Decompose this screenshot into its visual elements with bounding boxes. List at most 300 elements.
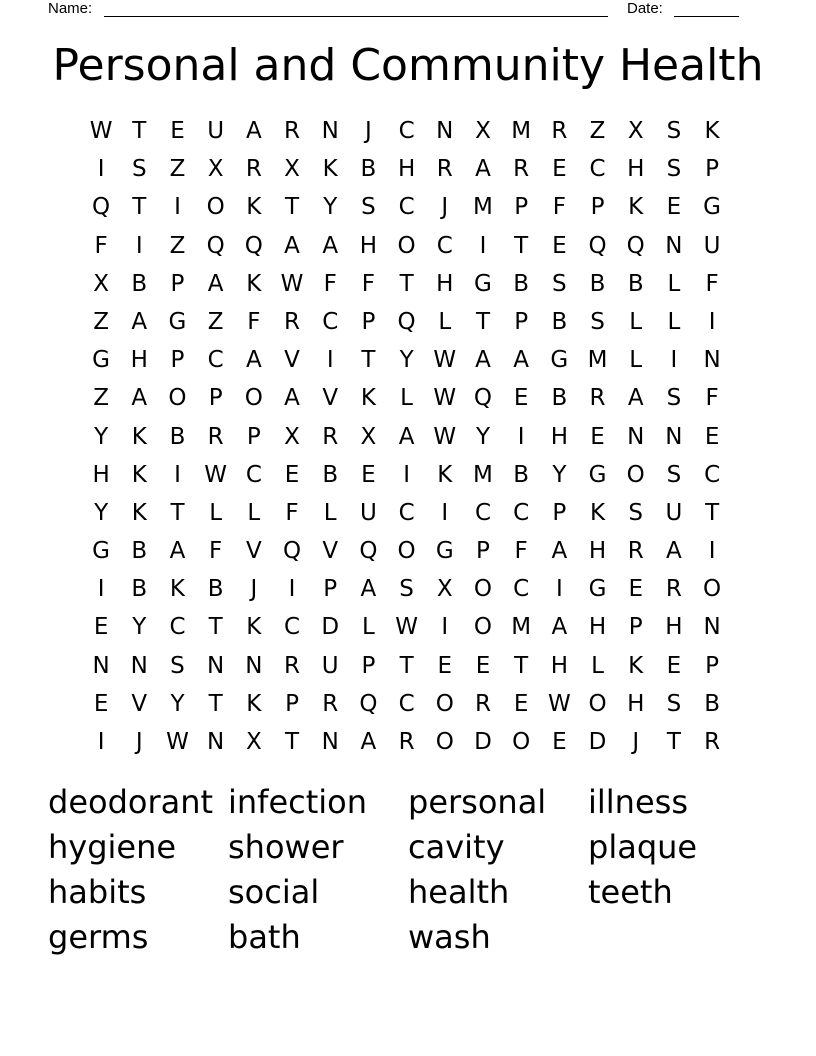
grid-letter[interactable]: T	[208, 614, 223, 641]
grid-letter[interactable]: W	[395, 614, 418, 641]
grid-letter[interactable]: J	[365, 118, 372, 144]
grid-letter[interactable]: K	[628, 652, 644, 679]
grid-letter[interactable]: P	[705, 156, 720, 183]
grid-letter[interactable]: P	[170, 270, 185, 297]
grid-letter[interactable]: E	[666, 194, 682, 221]
grid-letter[interactable]: I	[135, 232, 143, 259]
grid-letter[interactable]: H	[627, 156, 645, 183]
grid-letter[interactable]: Z	[93, 308, 109, 335]
grid-letter[interactable]: T	[514, 652, 529, 679]
grid-letter[interactable]: V	[322, 538, 339, 565]
grid-letter[interactable]: E	[475, 652, 491, 679]
grid-letter[interactable]: F	[514, 538, 528, 565]
grid-letter[interactable]: K	[131, 499, 147, 526]
grid-letter[interactable]: X	[360, 423, 377, 450]
grid-letter[interactable]: T	[208, 690, 223, 717]
grid-letter[interactable]: K	[246, 270, 262, 297]
grid-letter[interactable]: W	[433, 385, 457, 412]
grid-letter[interactable]: V	[322, 385, 339, 412]
grid-letter[interactable]: I	[517, 423, 525, 450]
grid-letter[interactable]: T	[705, 499, 720, 526]
grid-letter[interactable]: I	[708, 308, 716, 335]
grid-letter[interactable]: A	[131, 385, 148, 412]
grid-letter[interactable]: J	[135, 729, 143, 755]
grid-letter[interactable]: Q	[359, 690, 378, 717]
grid-letter[interactable]: G	[588, 576, 607, 603]
grid-letter[interactable]: R	[322, 423, 339, 450]
grid-letter[interactable]: Y	[94, 499, 109, 526]
grid-letter[interactable]: E	[170, 118, 185, 144]
grid-letter[interactable]: O	[168, 385, 187, 412]
date-label: Date:	[627, 0, 663, 17]
grid-letter[interactable]: T	[285, 729, 300, 755]
grid-letter[interactable]: V	[284, 347, 300, 374]
grid-letter[interactable]: B	[131, 270, 148, 297]
grid-letter[interactable]: R	[398, 729, 415, 755]
grid-letter[interactable]: F	[94, 232, 108, 259]
grid-letter[interactable]: B	[589, 270, 606, 297]
grid-letter[interactable]: H	[550, 423, 568, 450]
grid-letter[interactable]: S	[628, 499, 644, 526]
grid-letter[interactable]: N	[703, 614, 721, 641]
word-bank-item: infection	[228, 783, 368, 821]
grid-letter[interactable]: G	[588, 461, 607, 488]
grid-letter[interactable]: B	[207, 576, 224, 603]
grid-letter[interactable]: F	[552, 194, 566, 221]
grid-letter[interactable]: Z	[589, 118, 606, 144]
grid-letter[interactable]: D	[588, 729, 607, 755]
grid-letter[interactable]: I	[403, 461, 410, 488]
grid-letter[interactable]: C	[398, 690, 415, 717]
grid-letter[interactable]: F	[209, 538, 223, 565]
grid-letter[interactable]: B	[551, 385, 568, 412]
grid-letter[interactable]: G	[168, 308, 187, 335]
grid-letter[interactable]: I	[479, 232, 487, 259]
grid-letter[interactable]: H	[397, 156, 416, 183]
grid-letter[interactable]: N	[321, 118, 339, 144]
grid-letter[interactable]: P	[476, 538, 490, 565]
grid-letter[interactable]: R	[704, 729, 721, 755]
grid-letter[interactable]: F	[705, 385, 719, 412]
grid-letter[interactable]: O	[473, 576, 493, 603]
grid-letter[interactable]: G	[703, 194, 721, 221]
grid-letter[interactable]: O	[435, 729, 454, 755]
grid-letter[interactable]: H	[359, 232, 378, 259]
grid-letter[interactable]: L	[629, 308, 643, 335]
grid-letter[interactable]: S	[552, 270, 567, 297]
grid-letter[interactable]: T	[399, 270, 414, 297]
grid-letter[interactable]: P	[323, 576, 338, 603]
grid-letter[interactable]: C	[436, 232, 453, 259]
grid-letter[interactable]: Q	[359, 538, 378, 565]
grid-letter[interactable]: M	[473, 461, 493, 488]
grid-letter[interactable]: S	[361, 194, 376, 221]
name-field[interactable]	[104, 0, 608, 17]
grid-letter[interactable]: A	[551, 614, 568, 641]
grid-letter[interactable]: Q	[473, 385, 493, 412]
grid-letter[interactable]: R	[322, 690, 339, 717]
grid-letter[interactable]: N	[665, 232, 683, 259]
grid-letter[interactable]: Q	[206, 232, 225, 259]
grid-letter[interactable]: R	[207, 423, 224, 450]
grid-letter[interactable]: K	[704, 118, 720, 144]
grid-letter[interactable]: M	[587, 347, 608, 374]
grid-letter[interactable]: S	[666, 690, 682, 717]
grid-letter[interactable]: K	[322, 156, 338, 183]
grid-letter[interactable]: O	[626, 461, 645, 488]
grid-letter[interactable]: C	[398, 499, 415, 526]
grid-letter[interactable]: A	[398, 423, 415, 450]
grid-letter[interactable]: R	[474, 690, 491, 717]
grid-letter[interactable]: E	[513, 690, 529, 717]
grid-letter[interactable]: A	[207, 270, 224, 297]
grid-letter[interactable]: V	[245, 538, 262, 565]
grid-letter[interactable]: Y	[475, 423, 490, 450]
grid-letter[interactable]: G	[474, 270, 492, 297]
grid-letter[interactable]: X	[245, 729, 262, 755]
date-field[interactable]	[674, 0, 739, 17]
grid-letter[interactable]: E	[666, 652, 682, 679]
grid-letter[interactable]: J	[441, 194, 449, 221]
grid-letter[interactable]: X	[436, 576, 453, 603]
grid-letter[interactable]: T	[514, 232, 529, 259]
grid-letter[interactable]: D	[474, 729, 492, 755]
grid-letter[interactable]: I	[97, 576, 105, 603]
grid-letter[interactable]: T	[475, 308, 490, 335]
grid-letter[interactable]: H	[588, 614, 607, 641]
grid-letter[interactable]: S	[170, 652, 185, 679]
grid-letter[interactable]: X	[627, 118, 644, 144]
grid-letter[interactable]: A	[284, 232, 300, 259]
grid-letter[interactable]: C	[207, 347, 224, 374]
grid-letter[interactable]: E	[437, 652, 453, 679]
grid-letter[interactable]: A	[475, 156, 491, 183]
grid-letter[interactable]: W	[433, 423, 457, 450]
grid-letter[interactable]: B	[513, 461, 530, 488]
grid-letter[interactable]: P	[208, 385, 223, 412]
grid-letter[interactable]: N	[703, 347, 721, 374]
grid-letter[interactable]: L	[247, 499, 261, 526]
grid-letter[interactable]: B	[131, 538, 148, 565]
grid-letter[interactable]: T	[132, 194, 147, 221]
grid-letter[interactable]: O	[512, 729, 531, 755]
grid-letter[interactable]: E	[284, 461, 300, 488]
grid-letter[interactable]: T	[666, 729, 681, 755]
grid-letter[interactable]: I	[326, 347, 334, 374]
grid-letter[interactable]: G	[435, 538, 454, 565]
grid-letter[interactable]: A	[131, 308, 148, 335]
grid-letter[interactable]: C	[513, 576, 530, 603]
grid-letter[interactable]: I	[670, 347, 678, 374]
grid-letter[interactable]: E	[93, 614, 109, 641]
grid-letter[interactable]: Q	[588, 232, 607, 259]
grid-letter[interactable]: A	[284, 385, 300, 412]
grid-letter[interactable]: P	[514, 308, 529, 335]
grid-letter[interactable]: I	[708, 538, 716, 565]
grid-letter[interactable]: A	[322, 232, 339, 259]
grid-letter[interactable]: E	[552, 729, 567, 755]
grid-letter[interactable]: E	[93, 690, 109, 717]
grid-letter[interactable]: Z	[93, 385, 109, 412]
grid-letter[interactable]: R	[513, 156, 530, 183]
grid-letter[interactable]: S	[666, 461, 682, 488]
grid-letter[interactable]: A	[245, 347, 262, 374]
grid-letter[interactable]: H	[665, 614, 683, 641]
grid-letter[interactable]: B	[131, 576, 148, 603]
grid-letter[interactable]: B	[627, 270, 644, 297]
grid-letter[interactable]: N	[92, 652, 110, 679]
grid-letter[interactable]: S	[666, 118, 682, 144]
grid-letter[interactable]: E	[361, 461, 376, 488]
grid-letter[interactable]: A	[513, 347, 530, 374]
grid-letter[interactable]: Q	[92, 194, 111, 221]
word-bank-item: wash	[408, 918, 491, 956]
grid-letter[interactable]: V	[131, 690, 148, 717]
grid-letter[interactable]: L	[400, 385, 413, 412]
grid-letter[interactable]: F	[361, 270, 376, 297]
grid-letter[interactable]: A	[627, 385, 644, 412]
grid-letter[interactable]: C	[322, 308, 339, 335]
grid-letter[interactable]: U	[207, 118, 225, 144]
grid-letter[interactable]: N	[321, 729, 339, 755]
grid-letter[interactable]: T	[170, 499, 185, 526]
grid-letter[interactable]: A	[666, 538, 682, 565]
grid-letter[interactable]: N	[207, 729, 225, 755]
grid-letter[interactable]: W	[166, 729, 189, 755]
grid-letter[interactable]: P	[361, 308, 376, 335]
grid-letter[interactable]: C	[169, 614, 186, 641]
grid-letter[interactable]: U	[703, 232, 721, 259]
grid-letter[interactable]: E	[590, 423, 605, 450]
grid-letter[interactable]: W	[433, 347, 457, 374]
grid-letter[interactable]: F	[705, 270, 719, 297]
grid-letter[interactable]: M	[473, 194, 493, 221]
grid-letter[interactable]: W	[204, 461, 228, 488]
grid-letter[interactable]: Y	[94, 423, 109, 450]
grid-letter[interactable]: B	[513, 270, 530, 297]
grid-letter[interactable]: H	[588, 538, 607, 565]
grid-letter[interactable]: L	[591, 652, 604, 679]
grid-letter[interactable]: P	[590, 194, 605, 221]
grid-letter[interactable]: R	[284, 308, 301, 335]
grid-letter[interactable]: X	[475, 118, 491, 144]
grid-letter[interactable]: N	[245, 652, 263, 679]
grid-letter[interactable]: M	[511, 614, 532, 641]
grid-letter[interactable]: B	[551, 308, 568, 335]
grid-letter[interactable]: A	[551, 538, 568, 565]
grid-letter[interactable]: C	[589, 156, 606, 183]
grid-letter[interactable]: C	[245, 461, 262, 488]
grid-letter[interactable]: K	[628, 194, 644, 221]
grid-letter[interactable]: C	[704, 461, 721, 488]
grid-letter[interactable]: D	[321, 614, 340, 641]
grid-letter[interactable]: P	[552, 499, 567, 526]
grid-letter[interactable]: O	[703, 576, 722, 603]
grid-letter[interactable]: N	[627, 423, 645, 450]
grid-letter[interactable]: N	[130, 652, 148, 679]
grid-letter[interactable]: C	[398, 118, 415, 144]
grid-letter[interactable]: K	[246, 690, 262, 717]
grid-letter[interactable]: L	[361, 614, 375, 641]
grid-letter[interactable]: T	[361, 347, 376, 374]
grid-letter[interactable]: W	[547, 690, 571, 717]
grid-letter[interactable]: N	[207, 652, 225, 679]
grid-letter[interactable]: B	[360, 156, 377, 183]
grid-letter[interactable]: G	[92, 347, 110, 374]
grid-letter[interactable]: F	[285, 499, 299, 526]
grid-letter[interactable]: H	[92, 461, 110, 488]
grid-letter[interactable]: E	[704, 423, 720, 450]
grid-letter[interactable]: C	[474, 499, 491, 526]
grid-letter[interactable]: Y	[170, 690, 185, 717]
grid-letter[interactable]: E	[513, 385, 529, 412]
grid-letter[interactable]: E	[628, 576, 643, 603]
grid-letter[interactable]: P	[246, 423, 261, 450]
grid-letter[interactable]: P	[514, 194, 529, 221]
word-bank-item: shower	[228, 828, 344, 866]
grid-letter[interactable]: I	[441, 499, 449, 526]
grid-letter[interactable]: A	[475, 347, 491, 374]
word-search-grid	[82, 112, 732, 761]
grid-letter[interactable]: J	[250, 576, 258, 603]
grid-letter[interactable]: Q	[626, 232, 645, 259]
grid-letter[interactable]: R	[436, 156, 453, 183]
grid-letter[interactable]: R	[284, 118, 301, 144]
grid-letter[interactable]: X	[207, 156, 224, 183]
grid-letter[interactable]: O	[206, 194, 225, 221]
grid-letter[interactable]: F	[323, 270, 337, 297]
grid-letter[interactable]: H	[627, 690, 645, 717]
grid-letter[interactable]: X	[284, 156, 300, 183]
grid-letter[interactable]: K	[246, 614, 262, 641]
grid-letter[interactable]: R	[627, 538, 644, 565]
grid-letter[interactable]: S	[399, 576, 414, 603]
grid-letter[interactable]: R	[665, 576, 682, 603]
grid-letter[interactable]: L	[667, 308, 681, 335]
grid-letter[interactable]: R	[589, 385, 606, 412]
grid-letter[interactable]: E	[552, 232, 567, 259]
grid-letter[interactable]: T	[132, 118, 147, 144]
grid-letter[interactable]: W	[280, 270, 304, 297]
grid-letter[interactable]: O	[244, 385, 263, 412]
grid-letter[interactable]: K	[169, 576, 186, 603]
grid-letter[interactable]: P	[285, 690, 299, 717]
grid-letter[interactable]: L	[323, 499, 337, 526]
grid-letter[interactable]: O	[588, 690, 607, 717]
grid-letter[interactable]: C	[284, 614, 301, 641]
grid-letter[interactable]: N	[436, 118, 454, 144]
grid-letter[interactable]: U	[665, 499, 683, 526]
grid-letter[interactable]: C	[398, 194, 415, 221]
grid-letter[interactable]: O	[397, 232, 416, 259]
grid-letter[interactable]: J	[632, 729, 640, 755]
grid-letter[interactable]: O	[397, 538, 416, 565]
grid-letter[interactable]: L	[438, 308, 452, 335]
grid-letter[interactable]: P	[361, 652, 376, 679]
grid-letter[interactable]: G	[550, 347, 569, 374]
grid-letter[interactable]: I	[555, 576, 563, 603]
grid-letter[interactable]: K	[131, 423, 147, 450]
grid-letter[interactable]: R	[284, 652, 301, 679]
grid-letter[interactable]: P	[628, 614, 643, 641]
grid-letter[interactable]: W	[89, 118, 113, 144]
grid-letter[interactable]: H	[130, 347, 148, 374]
grid-letter[interactable]: X	[93, 270, 109, 297]
grid-letter[interactable]: A	[360, 729, 377, 755]
grid-letter[interactable]: F	[247, 308, 261, 335]
grid-letter[interactable]: X	[284, 423, 300, 450]
grid-letter[interactable]: C	[513, 499, 530, 526]
grid-letter[interactable]: Y	[323, 194, 338, 221]
grid-letter[interactable]: L	[629, 347, 643, 374]
grid-letter[interactable]: Y	[399, 347, 414, 374]
word-bank-item: personal	[408, 783, 547, 821]
grid-letter[interactable]: K	[131, 461, 147, 488]
grid-letter[interactable]: B	[704, 690, 720, 717]
grid-letter[interactable]: U	[359, 499, 377, 526]
grid-letter[interactable]: S	[590, 308, 605, 335]
grid-letter[interactable]: Q	[244, 232, 263, 259]
grid-letter[interactable]: Q	[397, 308, 416, 335]
grid-letter[interactable]: Q	[282, 538, 302, 565]
grid-letter[interactable]: E	[552, 156, 567, 183]
grid-letter[interactable]: P	[705, 652, 720, 679]
grid-letter[interactable]: T	[399, 652, 414, 679]
grid-letter[interactable]: S	[131, 156, 147, 183]
grid-letter[interactable]: O	[435, 690, 454, 717]
grid-letter[interactable]: B	[169, 423, 186, 450]
grid-letter[interactable]: L	[209, 499, 223, 526]
grid-letter[interactable]: H	[550, 652, 568, 679]
grid-letter[interactable]: A	[360, 576, 377, 603]
grid-letter[interactable]: T	[285, 194, 300, 221]
grid-letter[interactable]: L	[667, 270, 681, 297]
grid-letter[interactable]: R	[245, 156, 262, 183]
grid-letter[interactable]: R	[551, 118, 568, 144]
grid-letter[interactable]: I	[97, 729, 105, 755]
grid-letter[interactable]: I	[174, 461, 181, 488]
grid-letter[interactable]: I	[441, 614, 449, 641]
word-bank-item: teeth	[588, 873, 673, 911]
grid-letter[interactable]: M	[511, 118, 532, 144]
grid-letter[interactable]: I	[97, 156, 105, 183]
grid-letter[interactable]: A	[169, 538, 186, 565]
grid-letter[interactable]: B	[322, 461, 339, 488]
grid-letter[interactable]: P	[170, 347, 185, 374]
grid-letter[interactable]: I	[174, 194, 181, 221]
grid-letter[interactable]: K	[589, 499, 606, 526]
grid-letter[interactable]: S	[666, 156, 682, 183]
grid-letter[interactable]: Z	[207, 308, 224, 335]
grid-letter[interactable]: Y	[132, 614, 147, 641]
word-bank-item: bath	[228, 918, 301, 956]
grid-letter[interactable]: U	[321, 652, 339, 679]
grid-letter[interactable]: Y	[552, 461, 567, 488]
grid-letter[interactable]: H	[436, 270, 454, 297]
grid-letter[interactable]: G	[92, 538, 110, 565]
grid-letter[interactable]: K	[437, 461, 453, 488]
grid-letter[interactable]: O	[473, 614, 493, 641]
grid-letter[interactable]: Z	[169, 156, 186, 183]
grid-letter[interactable]: K	[246, 194, 262, 221]
grid-letter[interactable]: N	[665, 423, 683, 450]
grid-letter[interactable]: I	[288, 576, 296, 603]
grid-letter[interactable]: K	[360, 385, 376, 412]
grid-letter[interactable]: Z	[169, 232, 186, 259]
word-bank-item: cavity	[408, 828, 505, 866]
grid-letter[interactable]: A	[245, 118, 262, 144]
grid-letter[interactable]: S	[666, 385, 682, 412]
